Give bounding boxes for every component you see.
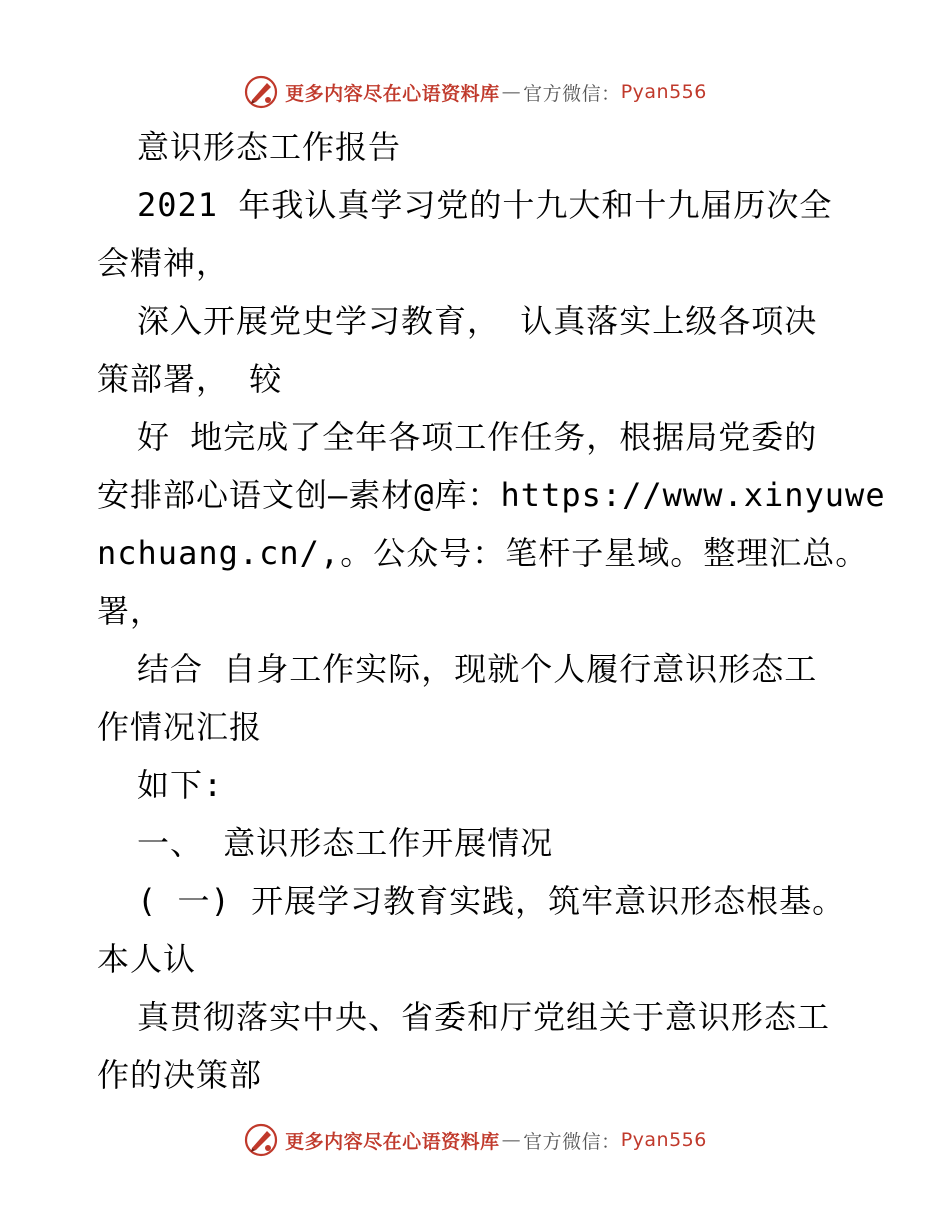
pen-logo-icon: [243, 74, 279, 110]
paragraph-line: 作情况汇报: [97, 708, 263, 746]
document-body: [97, 118, 886, 1104]
paragraph-line: 深入开展党史学习教育， 认真落实上级各项决: [137, 302, 818, 340]
paragraph-line: 安排部心语文创—素材@库：https://www.xinyuwe: [97, 476, 886, 514]
paragraph-line: 2021 年我认真学习党的十九大和十九届历次全: [137, 186, 833, 224]
banner-site-text: 更多内容尽在心语资料库: [285, 1130, 500, 1153]
banner-wechat-id: Pyan556: [620, 1129, 707, 1151]
paragraph-line: 结合 自身工作实际，现就个人履行意识形态工: [137, 650, 818, 688]
section-heading: 一、 意识形态工作开展情况: [137, 824, 554, 862]
header-banner: [0, 70, 950, 114]
paragraph-line: 署，: [97, 592, 164, 630]
paragraph-line: 本人认: [97, 940, 197, 978]
banner-site-text: 更多内容尽在心语资料库: [285, 82, 500, 105]
banner-wechat-id: Pyan556: [620, 81, 707, 103]
banner-wechat-label: 官方微信：: [523, 1130, 621, 1153]
paragraph-line: 策部署， 较: [97, 360, 283, 398]
banner-dash: —: [501, 1129, 522, 1151]
paragraph-line: 真贯彻落实中央、省委和厅党组关于意识形态工: [137, 998, 831, 1036]
footer-banner: [0, 1118, 950, 1162]
paragraph-line: 好 地完成了全年各项工作任务，根据局党委的: [137, 418, 818, 456]
document-title: 意识形态工作报告: [137, 128, 402, 166]
paragraph-line: 作的决策部: [97, 1056, 263, 1094]
subsection-heading: ( 一) 开展学习教育实践，筑牢意识形态根基。: [137, 882, 846, 920]
pen-logo-icon: [243, 1122, 279, 1158]
banner-dash: —: [501, 81, 522, 103]
paragraph-line: nchuang.cn/,。公众号：笔杆子星域。整理汇总。: [97, 534, 869, 572]
banner-wechat-label: 官方微信：: [523, 82, 621, 105]
paragraph-line: 如下:: [137, 766, 224, 804]
paragraph-line: 会精神，: [97, 244, 230, 282]
